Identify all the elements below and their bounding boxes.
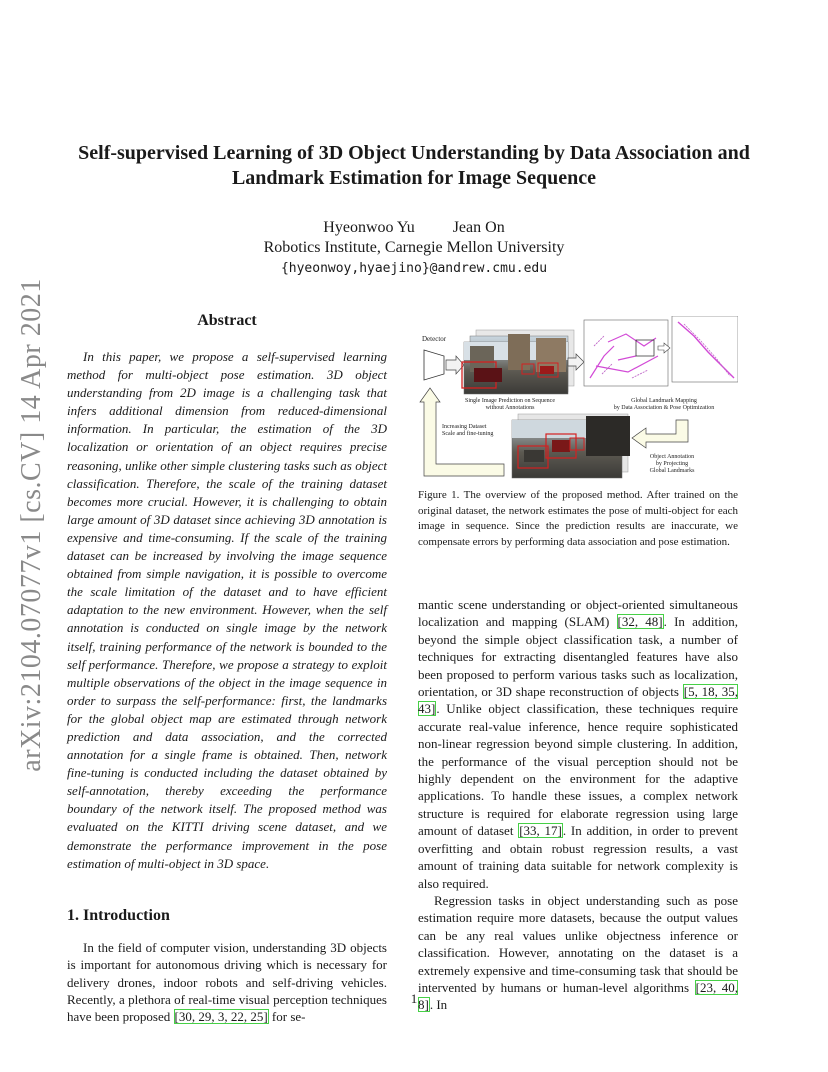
- arxiv-identifier-text: arXiv:2104.07077v1 [cs.CV] 14 Apr 2021: [16, 278, 47, 772]
- author-2: Jean On: [452, 219, 505, 236]
- label-single-2: without Annotations: [485, 405, 535, 411]
- label-increasing-1: Increasing Dataset: [442, 424, 487, 430]
- right-text-b: . In addition, beyond the simple object classification task, a number of techniques for extracting disentangled features have also been proposed to perform various tasks such as localization, orientation, or 3D shape reconstruction of objects: [418, 614, 738, 700]
- detector-block: [424, 350, 444, 380]
- citation-link[interactable]: [23, 40, 8]: [418, 979, 738, 1013]
- image-sequence: [462, 330, 574, 394]
- arrow-right-icon: [446, 356, 464, 374]
- abstract-body: In this paper, we propose a self-supervised learning method for multi-object pose estimation. 3D object understanding from 2D image is a challenging task that infers additional dimension from reduced-dimensional information. In particular, the estimation of the 3D localization or orientation of an object requires precise reasoning, unlike other simple clustering tasks such as object classification. Therefore, the scale of the training dataset becomes more crucial. However, it is challenging to obtain large amount of 3D dataset since achieving 3D annotation is expensive and time-consuming. If the scale of the training dataset can be increased by involving the image sequence obtained from simple navigation, it is possible to overcome the scale limitation of the dataset and to have efficient adaptation to the new environment. However, when the self annotation is conducted on single image by the network itself, training performance of the network is bounded to the self performance. Therefore, we propose a strategy to exploit multiple observations of the object in the image sequence in order to surpass the self-performance: first, the landmarks for the global object map are estimated through network prediction and data association, and the corrected annotation for a single frame is obtained. Then, network fine-tuning is conducted including the dataset obtained by self-annotation, thereby exceeding the performance boundary of the network itself. The proposed method was evaluated on the KITTI driving scene dataset, and we demonstrate the performance improvement in the pose estimation of multi-object in 3D space.: [67, 349, 387, 871]
- intro-text-end: for se-: [268, 1009, 306, 1025]
- author-email: {hyeonwoy,hyaejino}@andrew.cmu.edu: [280, 261, 548, 276]
- right-text-c: . Unlike object classification, these techniques require accurate real-value inference, hence require sophisticated non-linear regression beyond simple clustering. In addition, the performance of the visual perception should not be highly dependent on the environment for the adaptive applications. To handle these issues, a complex network structure is required for elaborate regression using large amount of dataset: [418, 701, 738, 839]
- affiliation: Robotics Institute, Carnegie Mellon University: [263, 239, 565, 256]
- right-paragraph-1: [418, 596, 738, 892]
- right-text-f: . In: [429, 997, 448, 1013]
- citation-link[interactable]: [32, 48]: [617, 614, 663, 630]
- figure-1: [418, 316, 738, 482]
- intro-text: In the field of computer vision, understanding 3D objects is important for autonomous driving which is necessary for delivery drones, indoor robots and self-driving vehicles. Recently, a plethora of real-time visual perception techniques have been proposed: [67, 939, 387, 1025]
- left-column: [67, 312, 387, 1026]
- label-annotation-2: by Projecting: [655, 461, 689, 467]
- abstract-heading: Abstract: [197, 312, 257, 329]
- landmark-map: [584, 316, 738, 386]
- right-column: [418, 596, 738, 1014]
- label-global-2: by Data Association & Pose Optimization: [613, 405, 715, 411]
- arxiv-identifier: [12, 278, 52, 772]
- right-text-a: mantic scene understanding or object-oriented simultaneous localization and mapping (SLAM): [418, 597, 738, 630]
- label-increasing-2: Scale and fine-tuning: [442, 431, 494, 437]
- right-text-d: . In addition, in order to prevent overfitting and obtain robust regression results, a vast amount of training data suitable for network complexity is also required.: [418, 823, 738, 891]
- figure-caption: Figure 1. The overview of the proposed method. After trained on the original dataset, the network estimates the pose of multi-object for each image in sequence. Since the prediction results are inaccurate, we compensate errors by performing data association and pose estimation.: [418, 489, 738, 548]
- overview-diagram: [418, 316, 738, 482]
- citation-link[interactable]: [30, 29, 3, 22, 25]: [174, 1009, 268, 1025]
- label-annotation-1: Object Annotation: [649, 454, 695, 460]
- introduction-heading: 1. Introduction: [67, 906, 170, 924]
- annotated-sequence: [512, 414, 630, 478]
- citation-link[interactable]: [33, 17]: [519, 823, 562, 839]
- label-global-1: Global Landmark Mapping: [631, 398, 697, 404]
- label-annotation-3: Global Landmarks: [649, 468, 695, 474]
- arrow-return-icon: [632, 420, 688, 448]
- author-1: Hyeonwoo Yu: [323, 219, 415, 236]
- citation-link[interactable]: [5, 18, 35, 43]: [418, 684, 738, 717]
- right-text-e: Regression tasks in object understanding such as pose estimation require more datasets, because the output values can be any real values unlike objectness inference or classification. However, annotating on the dataset is a extremely expensive and time-consuming task that should be intervented by humans or human-level algorithms: [418, 892, 738, 995]
- paper-title: Self-supervised Learning of 3D Object Understanding by Data Association and Landmark Estimation for Image Sequence: [78, 142, 750, 189]
- author-list: [0, 219, 828, 237]
- label-single-1: Single Image Prediction on Sequence: [465, 398, 555, 404]
- page-number: 1: [410, 991, 418, 1006]
- label-detector: Detector: [422, 335, 447, 343]
- intro-paragraph: [67, 939, 387, 1026]
